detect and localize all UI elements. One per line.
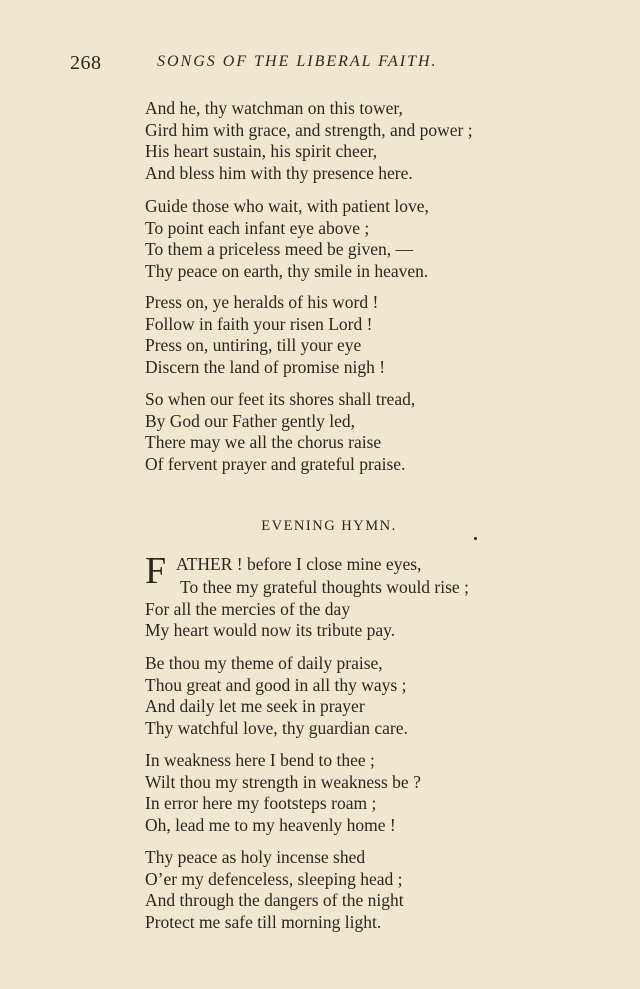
verse-line: O’er my defenceless, sleeping head ;: [145, 868, 403, 889]
verse-line: ATHER ! before I close mine eyes,: [176, 554, 422, 574]
verse-line: Press on, untiring, till your eye: [145, 335, 362, 355]
verse-line: For all the mercies of the day: [145, 598, 351, 619]
page-header: [70, 52, 490, 76]
verse-line: So when our feet its shores shall tread,: [145, 389, 416, 409]
verse-line: Thy peace as holy incense shed: [145, 847, 366, 867]
stanza-1: [145, 98, 545, 184]
verse-line: His heart sustain, his spirit cheer,: [145, 141, 378, 161]
verse-line: Discern the land of promise nigh !: [145, 356, 386, 377]
verse-line: And he, thy watchman on this tower,: [145, 98, 403, 118]
verse-line: To point each infant eye above ;: [145, 217, 370, 238]
verse-line: And bless him with thy presence here.: [145, 162, 413, 183]
verse-line: Wilt thou my strength in weakness be ?: [145, 771, 421, 792]
verse-line: To them a priceless meed be given, —: [145, 239, 413, 259]
verse-line: Guide those who wait, with patient love,: [145, 196, 429, 216]
verse-line: By God our Father gently led,: [145, 410, 355, 431]
verse-line: Thy watchful love, thy guardian care.: [145, 717, 408, 738]
verse-line: Oh, lead me to my heavenly home !: [145, 814, 396, 835]
evening-stanza-1: [145, 577, 545, 642]
verse-line: There may we all the chorus raise: [145, 432, 382, 452]
verse-line: In weakness here I bend to thee ;: [145, 750, 375, 770]
verse-line: And through the dangers of the night: [145, 890, 404, 910]
verse-line: To thee my grateful thoughts would rise ;: [180, 577, 469, 597]
stanza-2: [145, 196, 545, 282]
verse-line: And daily let me seek in prayer: [145, 696, 365, 716]
running-title: SONGS OF THE LIBERAL FAITH.: [157, 53, 438, 70]
verse-line: Press on, ye heralds of his word !: [145, 292, 379, 312]
verse-line: Protect me safe till morning light.: [145, 911, 382, 932]
stanza-3: [145, 292, 545, 378]
verse-line: Be thou my theme of daily praise,: [145, 653, 383, 673]
drop-cap: F: [145, 550, 167, 592]
verse-line: Of fervent prayer and grateful praise.: [145, 453, 406, 474]
evening-stanza-3: [145, 750, 545, 836]
evening-stanza-2: [145, 653, 545, 739]
verse-line: Thou great and good in all thy ways ;: [145, 674, 407, 695]
hymn-title: EVENING HYMN.: [261, 518, 397, 534]
verse-line: Follow in faith your risen Lord !: [145, 313, 373, 334]
verse-line: My heart would now its tribute pay.: [145, 620, 396, 640]
verse-line: Gird him with grace, and strength, and power ;: [145, 119, 473, 140]
verse-line: In error here my footsteps roam ;: [145, 793, 377, 813]
evening-stanza-4: [145, 847, 545, 933]
page-number: 268: [70, 52, 102, 74]
printing-speck: [474, 537, 477, 540]
verse-line: Thy peace on earth, thy smile in heaven.: [145, 260, 429, 281]
stanza-4: [145, 389, 545, 475]
